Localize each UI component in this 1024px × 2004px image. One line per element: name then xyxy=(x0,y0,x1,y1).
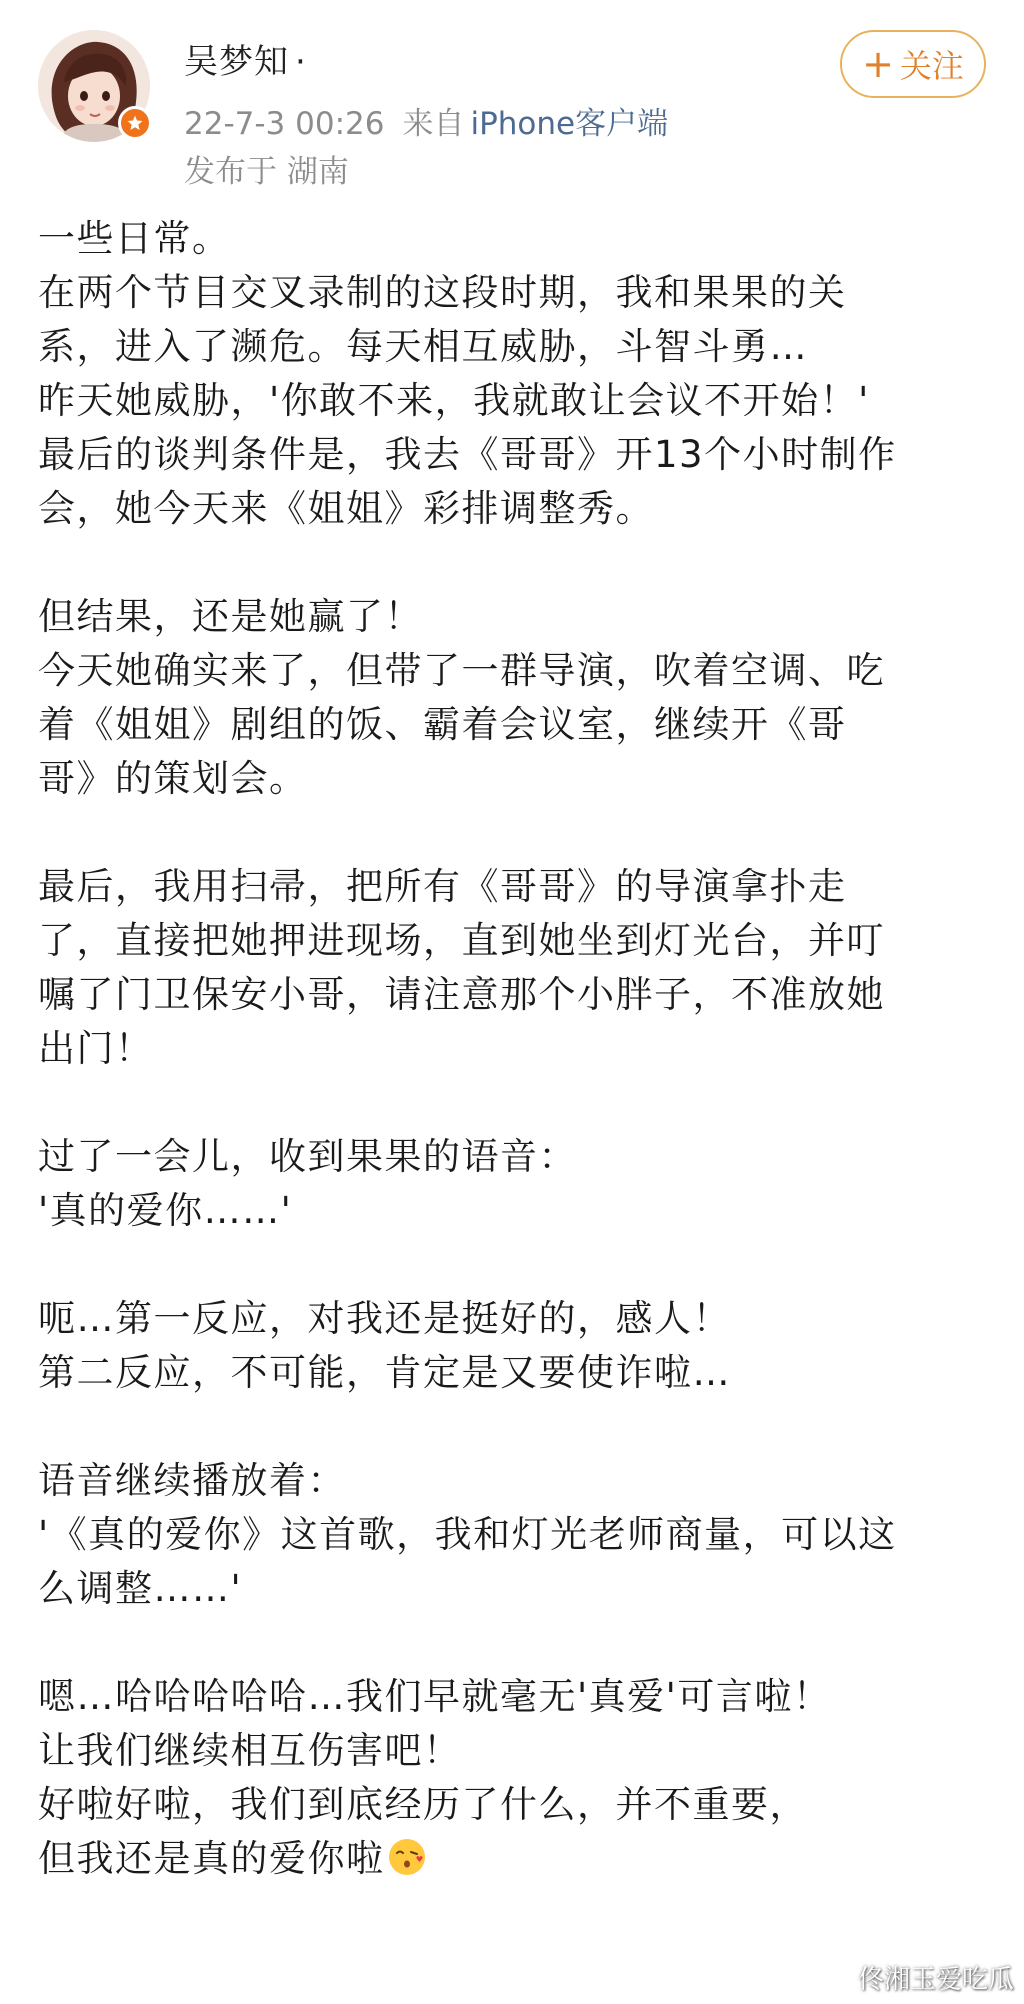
paragraph-gap xyxy=(38,1238,998,1292)
post-text-line: '《真的爱你》这首歌，我和灯光老师商量，可以这 xyxy=(38,1513,897,1556)
post-text-line: 系，进入了濒危。每天相互威胁，斗智斗勇… xyxy=(38,325,808,368)
post-meta xyxy=(184,98,668,143)
post-text-line: 今天她确实来了，但带了一群导演，吹着空调、吃 xyxy=(38,649,885,692)
post-content xyxy=(38,212,998,1886)
author-dot: · xyxy=(295,42,307,82)
post-location: 发布于 湖南 xyxy=(184,154,349,190)
post-text-line: 最后，我用扫帚，把所有《哥哥》的导演拿扑走 xyxy=(38,865,847,908)
post-text-line: 嘱了门卫保安小哥，请注意那个小胖子，不准放她 xyxy=(38,973,885,1016)
author-name[interactable] xyxy=(184,34,307,83)
post-text-line: 嗯…哈哈哈哈哈…我们早就毫无'真爱'可言啦！ xyxy=(38,1675,832,1718)
post-text-line: 昨天她威胁，'你敢不来，我就敢让会议不开始！' xyxy=(38,379,870,422)
post-text-line-last xyxy=(38,1832,998,1886)
post-text-line: 着《姐姐》剧组的饭、霸着会议室，继续开《哥 xyxy=(38,703,847,746)
post-text-line: 会，她今天来《姐姐》彩排调整秀。 xyxy=(38,487,654,530)
post-source[interactable]: iPhone客户端 xyxy=(470,106,669,142)
post-text-line: 哥》的策划会。 xyxy=(38,757,308,800)
post-text-line: 第二反应，不可能，肯定是又要使诈啦… xyxy=(38,1351,731,1394)
paragraph-gap xyxy=(38,1400,998,1454)
kissing-face-icon xyxy=(387,1837,427,1892)
post-text-line: 让我们继续相互伤害吧！ xyxy=(38,1729,462,1772)
post-text-last: 但我还是真的爱你啦 xyxy=(38,1837,385,1880)
post-text-line: 但结果，还是她赢了！ xyxy=(38,595,423,638)
post-text-line: 语音继续播放着： xyxy=(38,1459,346,1502)
plus-icon: + xyxy=(862,42,894,86)
post-text-line: 最后的谈判条件是，我去《哥哥》开13个小时制作 xyxy=(38,433,897,476)
post-header xyxy=(0,0,1024,200)
verified-badge-icon xyxy=(118,106,152,140)
avatar[interactable] xyxy=(38,30,150,142)
post-text-line: 么调整……' xyxy=(38,1567,243,1610)
post-timestamp: 22-7-3 00:26 xyxy=(184,106,385,142)
post-text-line: 一些日常。 xyxy=(38,217,231,260)
paragraph-gap xyxy=(38,536,998,590)
follow-button-label: 关注 xyxy=(899,47,964,85)
follow-button[interactable] xyxy=(840,30,986,98)
source-prefix: 来自 xyxy=(402,106,465,142)
post-text-line: 出门！ xyxy=(38,1027,154,1070)
paragraph-gap xyxy=(38,806,998,860)
author-name-text[interactable]: 吴梦知 xyxy=(184,42,289,82)
paragraph-gap xyxy=(38,1076,998,1130)
post-text-line: '真的爱你……' xyxy=(38,1189,293,1232)
post-text-line: 在两个节目交叉录制的这段时期，我和果果的关 xyxy=(38,271,847,314)
watermark: 佟湘玉爱吃瓜 xyxy=(857,1965,1014,1995)
post-text-line: 过了一会儿，收到果果的语音： xyxy=(38,1135,577,1178)
paragraph-gap xyxy=(38,1616,998,1670)
post-text-line: 好啦好啦，我们到底经历了什么，并不重要， xyxy=(38,1783,808,1826)
post-text-line: 了，直接把她押进现场，直到她坐到灯光台，并叮 xyxy=(38,919,885,962)
post-text-line: 呃…第一反应，对我还是挺好的，感人！ xyxy=(38,1297,731,1340)
